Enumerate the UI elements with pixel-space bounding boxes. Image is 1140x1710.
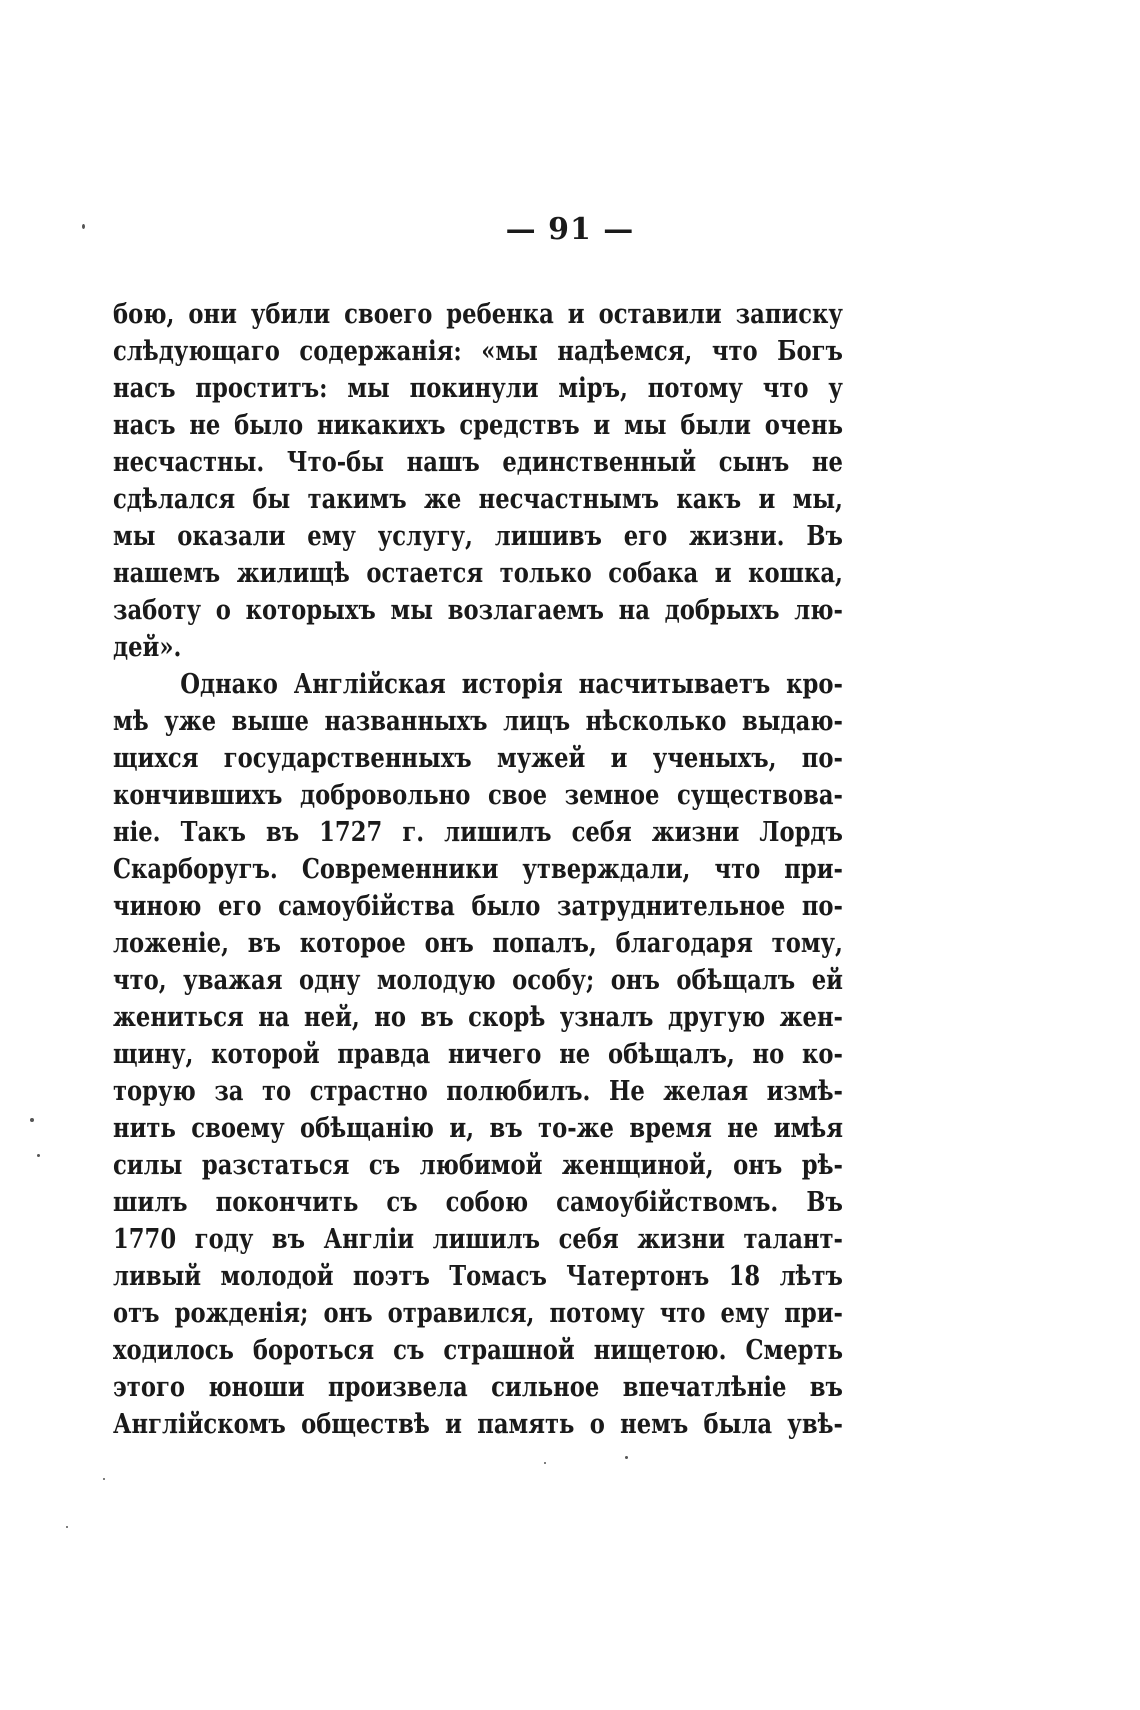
text-line: несчастны. Что-бы нашъ единственный сынъ не xyxy=(113,447,843,478)
text-line: ложеніе, въ которое онъ попалъ, благодаря тому, xyxy=(113,928,843,959)
text-line: мѣ уже выше названныхъ лицъ нѣсколько выдаю- xyxy=(113,706,843,737)
text-line: мы оказали ему услугу, лишивъ его жизни. Въ xyxy=(113,521,843,552)
text-line: заботу о которыхъ мы возлагаемъ на добрыхъ лю- xyxy=(113,595,843,626)
text-line: ливый молодой поэтъ Томасъ Чатертонъ 18 лѣтъ xyxy=(113,1261,843,1292)
text-line: Скарборугъ. Современники утверждали, что при- xyxy=(113,854,843,885)
paragraph-1 xyxy=(113,296,843,666)
speck xyxy=(66,1526,68,1528)
text-line: слѣдующаго содержанія: «мы надѣемся, что Богъ xyxy=(113,336,843,367)
text-line: что, уважая одну молодую особу; онъ обѣщалъ ей xyxy=(113,965,843,996)
speck xyxy=(82,224,85,229)
text-line: 1770 году въ Англіи лишилъ себя жизни талант- xyxy=(113,1224,843,1255)
text-line: торую за то страстно полюбилъ. Не желая измѣ- xyxy=(113,1076,843,1107)
speck xyxy=(625,1456,628,1459)
text-line: насъ не было никакихъ средствъ и мы были очень xyxy=(113,410,843,441)
text-line: щихся государственныхъ мужей и ученыхъ, по- xyxy=(113,743,843,774)
text-line: отъ рожденія; онъ отравился, потому что ему при- xyxy=(113,1298,843,1329)
speck xyxy=(37,1154,40,1157)
text-line: щину, которой правда ничего не обѣщалъ, но ко- xyxy=(113,1039,843,1070)
text-line: ходилось бороться съ страшной нищетою. Смерть xyxy=(113,1335,843,1366)
text-line: кончившихъ добровольно свое земное существова- xyxy=(113,780,843,811)
text-line: нить своему обѣщанію и, въ то-же время не имѣя xyxy=(113,1113,843,1144)
paragraph-2 xyxy=(113,666,843,1443)
speck xyxy=(544,1462,546,1464)
body-text xyxy=(113,296,843,1443)
text-line: Англійскомъ обществѣ и память о немъ была увѣ- xyxy=(113,1409,843,1440)
text-line: этого юноши произвела сильное впечатлѣніе въ xyxy=(113,1372,843,1403)
text-line: бою, они убили своего ребенка и оставили записку xyxy=(113,299,843,330)
text-line: сдѣлался бы такимъ же несчастнымъ какъ и мы, xyxy=(113,484,843,515)
text-line: Однако Англійская исторія насчитываетъ кро- xyxy=(180,669,843,700)
speck xyxy=(30,1118,34,1122)
text-line: шилъ покончить съ собою самоубійствомъ. Въ xyxy=(113,1187,843,1218)
page-number: — 91 — xyxy=(505,212,635,247)
text-line: чиною его самоубійства было затруднительное по- xyxy=(113,891,843,922)
text-line: жениться на ней, но въ скорѣ узналъ другую жен- xyxy=(113,1002,843,1033)
text-line: ніе. Такъ въ 1727 г. лишилъ себя жизни Лордъ xyxy=(113,817,843,848)
text-line: дей». xyxy=(113,632,182,663)
text-line: насъ проститъ: мы покинули міръ, потому что у xyxy=(113,373,843,404)
text-line: силы разстаться съ любимой женщиной, онъ рѣ- xyxy=(113,1150,843,1181)
text-line: нашемъ жилищѣ остается только собака и кошка, xyxy=(113,558,843,589)
speck xyxy=(103,1478,105,1480)
